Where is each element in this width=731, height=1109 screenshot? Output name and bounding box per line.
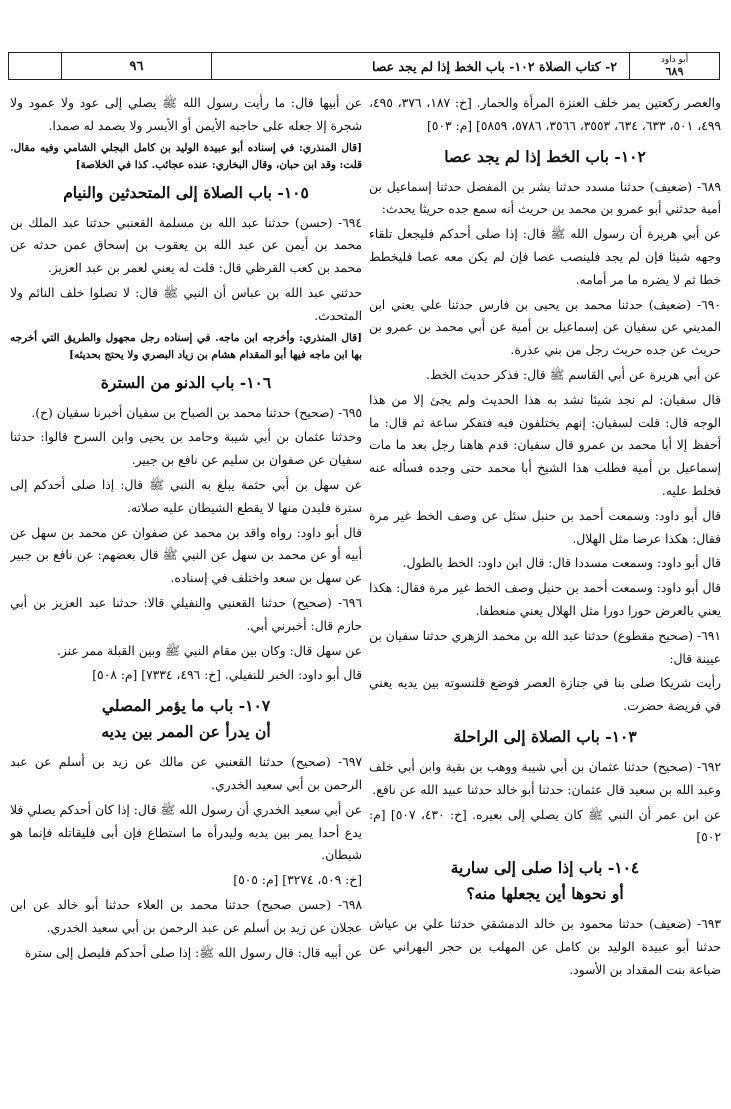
left-column: [10, 92, 362, 1101]
footnote: [قال المنذري: في إسناده أبو عبيدة الوليد بن كامل البجلي الشامي وفيه مقال. قلت: وقد ابن حبان، وقال البخاري: عنده عجائب. كذا في الخلاصة]: [10, 141, 362, 171]
hadith-694-matn: حدثني عبد الله بن عباس أن النبي ﷺ قال: لا تصلوا خلف النائم ولا المتحدث.: [10, 285, 362, 323]
right-column: [369, 92, 721, 1101]
book-label-cell: [629, 53, 719, 79]
chapter-title: ٢- كتاب الصلاة ١٠٢- باب الخط إذا لم يجد عصا: [211, 53, 629, 79]
section-heading-107: [10, 693, 362, 745]
paragraph: والعصر ركعتين يمر خلف العنزة المرأة والحمار. [خ: ١٨٧، ٣٧٦، ٤٩٥، ٤٩٩، ٥٠١، ٦٣٣، ٦٣٤، ٣٥٥٣، ٣٥٦٦، ٥٧٨٦، ٥٨٥٩] [م: ٥٠٣]: [369, 96, 721, 133]
hadith-694-isnad: ٦٩٤- (حسن) حدثنا عبد الله بن مسلمة القعنبي حدثنا عبد الملك بن محمد بن أيمن عن عبد الله بن يعقوب بن إسحاق عمن حدثه عن محمد بن كعب القرظي قال: قلت له يعني لعمر بن عبد العزيز.: [10, 215, 362, 276]
hadith-690-comment: قال سفيان: لم نجد شيئا نشد به هذا الحديث ولم يجئ إلا من هذا الوجه قال: قلت لسفيان: إنهم يختلفون فيه فتفكر ساعة ثم قال: ما أحفظ إلا أبا محمد بن عمرو قال سفيان: قدم هاهنا رجل بعد ما مات إسماعيل بن أمية فطلب هذا الشيخ أبا محمد حتى وجده فسأله عنه فخلط عليه.: [369, 392, 721, 498]
hadith-697-matn: عن أبي سعيد الخدري أن رسول الله ﷺ قال: إذا كان أحدكم يصلي فلا يدع أحدا يمر بين يديه وليدرأه ما استطاع فإن أبى فليقاتله فإنما هو شيطان.: [10, 802, 362, 863]
section-heading-104: [369, 855, 721, 907]
hadith-693-isnad: ٦٩٣- (ضعيف) حدثنا محمود بن خالد الدمشقي حدثنا علي بن عياش حدثنا أبو عبيدة الوليد بن كامل عن المهلب بن حجر البهراني عن ضباعة بنت المقداد بن الأسود.: [369, 917, 721, 977]
page-number: ٩٦: [61, 53, 211, 79]
hadith-690-isnad: ٦٩٠- (ضعيف) حدثنا محمد بن يحيى بن فارس حدثنا علي يعني ابن المديني عن سفيان عن إسماعيل بن أمية عن أبي محمد بن عمرو بن حريث عن جده حريث رجل من بني عذرة.: [369, 297, 721, 358]
hadith-691-matn: رأيت شريكا صلى بنا في جنازة العصر فوضع قلنسوته بين يديه يعني في فريضة حضرت.: [369, 676, 721, 714]
hadith-695-isnad: ٦٩٥- (صحيح) حدثنا محمد بن الصباح بن سفيان أخبرنا سفيان (ح).: [31, 405, 362, 420]
footnote: [قال المنذري: وأخرجه ابن ماجه. في إسناده رجل مجهول والطريق التي أخرجه بها ابن ماجه فيها أبو المقدام هشام بن زياد البصري ولا يحتج بحديثه]: [10, 331, 362, 361]
hadith-689-isnad: ٦٨٩- (ضعيف) حدثنا مسدد حدثنا بشر بن المفضل حدثنا إسماعيل بن أمية حدثني أبو عمرو بن محمد بن حريث أنه سمع جده حريثا يحدث:: [369, 179, 721, 217]
hadith-692-isnad: ٦٩٢- (صحيح) حدثنا عثمان بن أبي شيبة ووهب بن بقية وابن أبي خلف وعبد الله بن سعيد قال عثمان: حدثنا أبو خالد حدثنا عبيد الله عن نافع.: [369, 759, 721, 797]
abu-dawud-remark: قال أبو داود: الخبر للنفيلي. [خ: ٤٩٦، ٧٣٣٤] [م: ٥٠٨]: [92, 668, 362, 683]
book-hadith-number: ٦٨٩: [665, 65, 684, 78]
abu-dawud-remark: قال أبو داود: وسمعت أحمد بن حنبل سئل عن وصف الخط غير مرة فقال: هكذا عرضا مثل الهلال.: [369, 508, 721, 546]
section-heading-107-line2: أن يدرأ عن الممر بين يديه: [101, 722, 271, 742]
abu-dawud-remark: قال أبو داود: رواه واقد بن محمد عن صفوان عن محمد بن سهل عن أبيه أو عن محمد بن سهل عن النبي ﷺ قال بعضهم: عن نافع بن جبير عن سهل بن سعد واختلف في إسناده.: [10, 525, 362, 586]
section-heading-104-line1: ١٠٤- باب إذا صلى إلى سارية: [450, 858, 640, 878]
hadith-691-isnad: ٦٩١- (صحيح مقطوع) حدثنا عبد الله بن محمد الزهري حدثنا سفيان بن عيينة قال:: [369, 628, 721, 666]
hadith-695-isnad-2: وحدثنا عثمان بن أبي شيبة وحامد بن يحيى وابن السرح قالوا: حدثنا سفيان عن صفوان بن سليم عن نافع بن جبير.: [10, 430, 362, 468]
section-heading-106: ١٠٦- باب الدنو من السترة: [100, 372, 272, 392]
hadith-692-matn: عن ابن عمر أن النبي ﷺ كان يصلي إلى بعيره. [خ: ٤٣٠، ٥٠٧] [م: ٥٠٢]: [369, 807, 721, 845]
abu-dawud-remark: قال أبو داود: وسمعت مسددا قال: قال ابن داود: الخط بالطول.: [402, 556, 721, 571]
hadith-696-matn: عن سهل قال: وكان بين مقام النبي ﷺ وبين القبلة ممر عنز.: [56, 643, 362, 658]
hadith-696-isnad: ٦٩٦- (صحيح) حدثنا القعنبي والنفيلي قالا: حدثنا عبد العزيز بن أبي حازم قال: أخبرني أبي.: [10, 595, 362, 633]
hadith-697-isnad: ٦٩٧- (صحيح) حدثنا القعنبي عن مالك عن زيد بن أسلم عن عبد الرحمن بن أبي سعيد الخدري.: [10, 755, 362, 792]
hadith-690-matn: عن أبي هريرة عن أبي القاسم ﷺ قال: فذكر حديث الخط.: [426, 367, 721, 382]
page-header: [8, 52, 720, 80]
section-heading-102: ١٠٢- باب الخط إذا لم يجد عصا: [444, 146, 646, 166]
section-heading-105: ١٠٥- باب الصلاة إلى المتحدثين والنيام: [63, 182, 309, 202]
hadith-693-matn: عن أبيها قال: ما رأيت رسول الله ﷺ يصلي إلى عود ولا عمود ولا شجرة إلا جعله على حاجبه الأيمن أو الأيسر ولا يصمد له صمدا.: [10, 96, 362, 133]
hadith-697-refs: [خ: ٥٠٩، ٣٢٧٤] [م: ٥٠٥]: [233, 873, 362, 888]
section-heading-104-line2: أو نحوها أين يجعلها منه؟: [466, 884, 624, 904]
abu-dawud-remark: قال أبو داود: وسمعت أحمد بن حنبل وصف الخط غير مرة فقال: هكذا يعني بالعرض حورا دورا مثل الهلال يعني منعطفا.: [369, 581, 721, 618]
header-blank-cell: [9, 53, 61, 79]
hadith-689-matn: عن أبي هريرة أن رسول الله ﷺ قال: إذا صلى أحدكم فليجعل تلقاء وجهه شيئا فإن لم يجد فلينصب عصا فإن لم يكن معه عصا فليخطط خطا ثم لا يضره ما مر أمامه.: [369, 227, 721, 287]
section-heading-103: ١٠٣- باب الصلاة إلى الراحلة: [453, 726, 637, 746]
hadith-698-isnad: ٦٩٨- (حسن صحيح) حدثنا محمد بن العلاء حدثنا أبو خالد عن ابن عجلان عن زيد بن أسلم عن عبد الرحمن بن أبي سعيد الخدري.: [10, 897, 362, 935]
hadith-698-matn: عن أبيه قال: قال رسول الله ﷺ: إذا صلى أحدكم فليصل إلى سترة: [24, 945, 362, 960]
book-label: أبو داود: [660, 55, 689, 65]
section-heading-107-line1: ١٠٧- باب ما يؤمر المصلي: [101, 696, 271, 716]
hadith-695-matn: عن سهل بن أبي حثمة يبلغ به النبي ﷺ قال: إذا صلى أحدكم إلى سترة فليدن منها لا يقطع الشيطان عليه صلاته.: [10, 477, 362, 515]
